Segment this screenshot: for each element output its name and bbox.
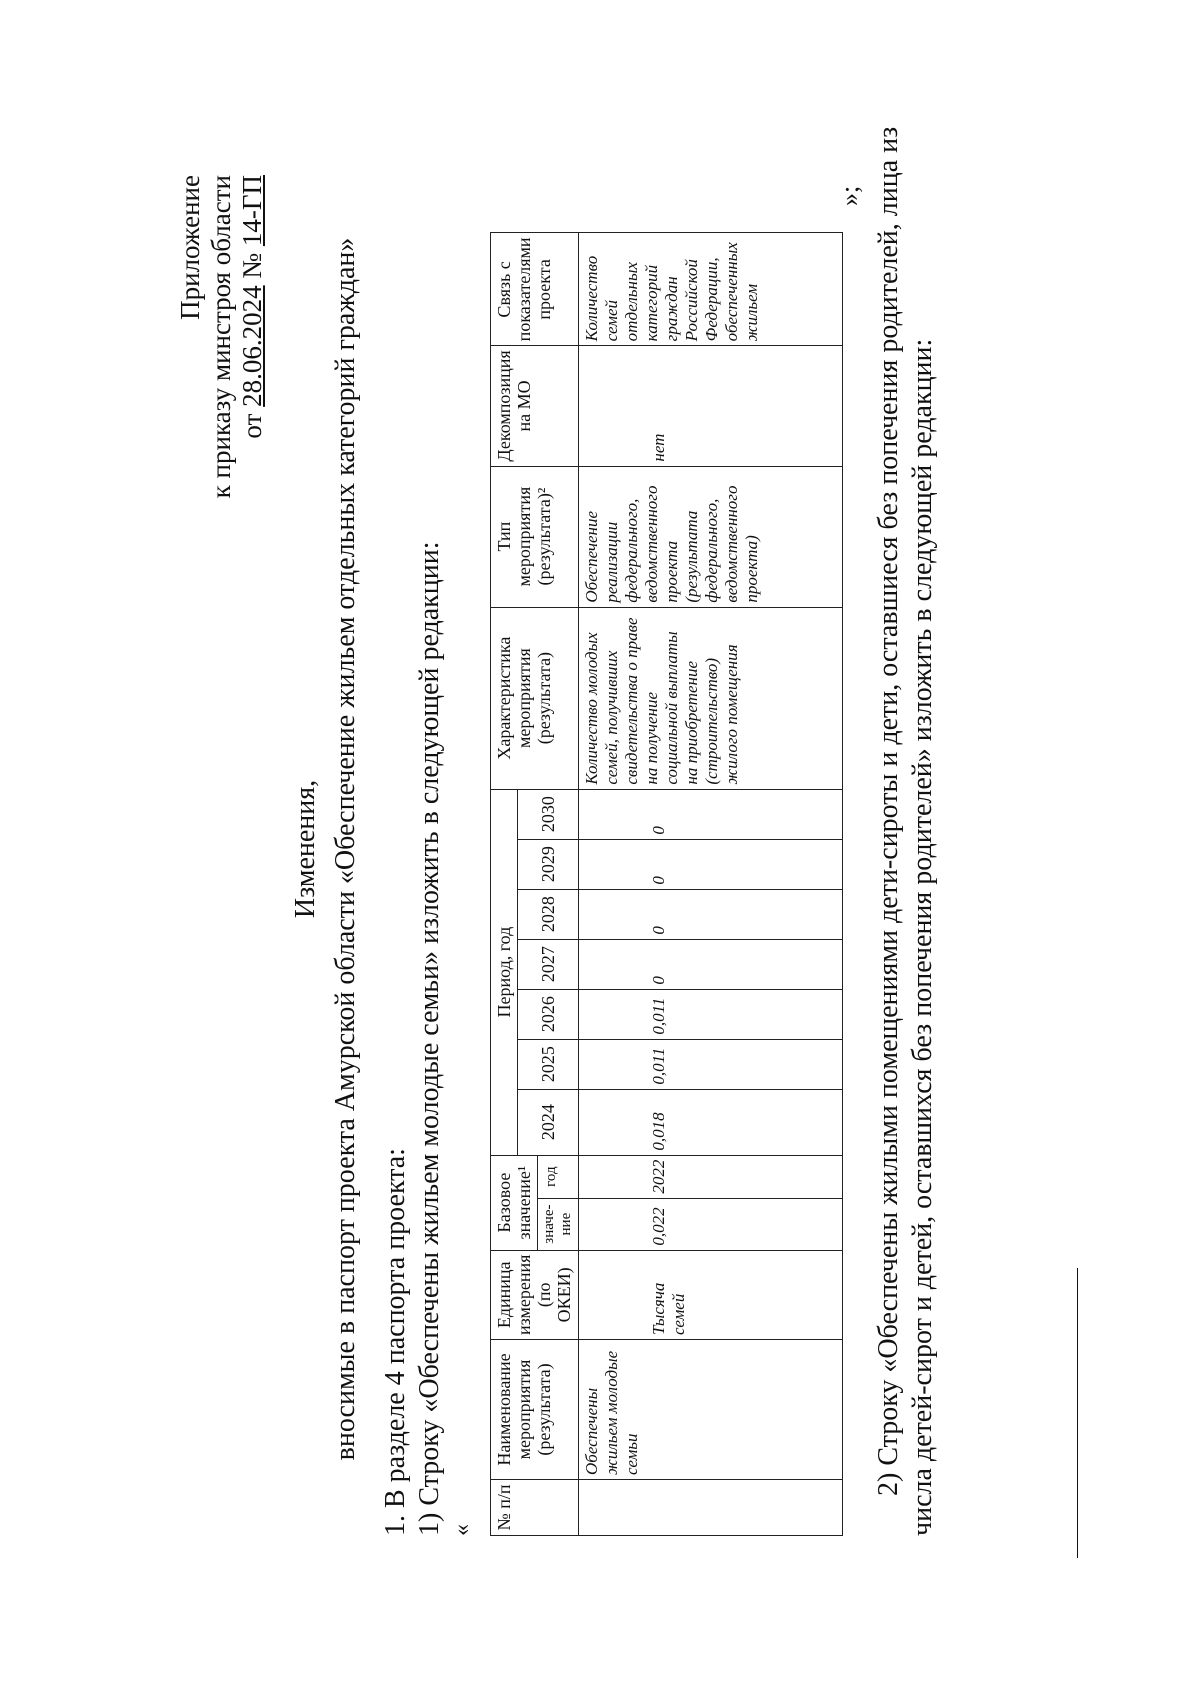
cell-no: [579, 1480, 843, 1536]
cell-unit: Тысяча семей: [579, 1250, 843, 1339]
footnote-separator: [1077, 1268, 1078, 1558]
cell-decomposition: нет: [579, 346, 843, 466]
appendix-line1: Приложение: [175, 175, 205, 320]
cell-characteristic: Количество молодых семей, получивших свидетельства о праве на получение социальной выплаты на приобретение (строительство) жилого помещения: [579, 607, 843, 789]
year-2024: 2024: [518, 1089, 579, 1155]
appendix-number-sign: №: [237, 252, 267, 279]
passport-table: [490, 232, 843, 1536]
cell-name: Обеспечены жильем молодые семьи: [579, 1340, 843, 1480]
header-base: Базовое значение¹: [491, 1155, 538, 1250]
year-2028: 2028: [518, 889, 579, 939]
cell-value-2027: 0: [579, 939, 843, 989]
appendix-number: 14-ГП: [237, 175, 267, 247]
item-2-paragraph: 2) Строку «Обеспечены жилыми помещениями дети-сироты и дети, оставшиеся без попечения родителей, лица из числа детей-сирот и детей, оставшихся без попечения родителей» изложить в следующей редакции:: [873, 126, 938, 1536]
cell-type: Обеспечение реализации федерального, ведомственного проекта (результата федерального, ведомственного проекта): [579, 466, 843, 607]
appendix-from: от: [237, 413, 267, 439]
cell-base-value: 0,022: [579, 1198, 843, 1250]
year-2029: 2029: [518, 839, 579, 889]
cell-value-2029: 0: [579, 839, 843, 889]
cell-value-2024: 0,018: [579, 1089, 843, 1155]
header-link: Связь с показателями проекта: [491, 233, 579, 346]
item-1-paragraph: 1) Строку «Обеспечены жильем молодые семьи» изложить в следующей редакции:: [414, 541, 445, 1536]
header-base-year: год: [538, 1155, 579, 1198]
header-characteristic: Характеристика мероприятия (результата): [491, 607, 579, 789]
doc-title: Изменения,: [290, 779, 321, 919]
close-quote: »;: [835, 185, 864, 206]
header-type: Тип мероприятия (результата)²: [491, 466, 579, 607]
cell-base-year: 2022: [579, 1155, 843, 1198]
year-2030: 2030: [518, 789, 579, 839]
year-2027: 2027: [518, 939, 579, 989]
cell-value-2025: 0,011: [579, 1039, 843, 1089]
appendix-line3: [237, 175, 268, 498]
header-base-value: значе-ние: [538, 1198, 579, 1250]
header-unit: Единица измерения (по ОКЕИ): [491, 1250, 579, 1339]
appendix-line2: к приказу минстроя области: [206, 175, 236, 499]
table-row: [579, 233, 843, 1536]
cell-value-2028: 0: [579, 889, 843, 939]
section-paragraph: 1. В разделе 4 паспорта проекта:: [380, 1148, 411, 1536]
open-quote: «: [449, 1524, 475, 1536]
header-decomposition: Декомпозиция на МО: [491, 346, 579, 466]
cell-value-2026: 0,011: [579, 989, 843, 1039]
header-period: Период, год: [491, 789, 518, 1155]
appendix-block: [175, 175, 268, 498]
doc-subtitle: вносимые в паспорт проекта Амурской области «Обеспечение жильем отдельных категорий граждан»: [330, 237, 361, 1461]
cell-link: Количество семей отдельных категорий граждан Российской Федерации, обеспеченных жильем: [579, 233, 843, 346]
header-name: Наименование мероприятия (результата): [491, 1340, 579, 1480]
year-2025: 2025: [518, 1039, 579, 1089]
header-no: № п/п: [491, 1480, 579, 1536]
year-2026: 2026: [518, 989, 579, 1039]
appendix-date: 28.06.2024: [237, 285, 267, 407]
cell-value-2030: 0: [579, 789, 843, 839]
